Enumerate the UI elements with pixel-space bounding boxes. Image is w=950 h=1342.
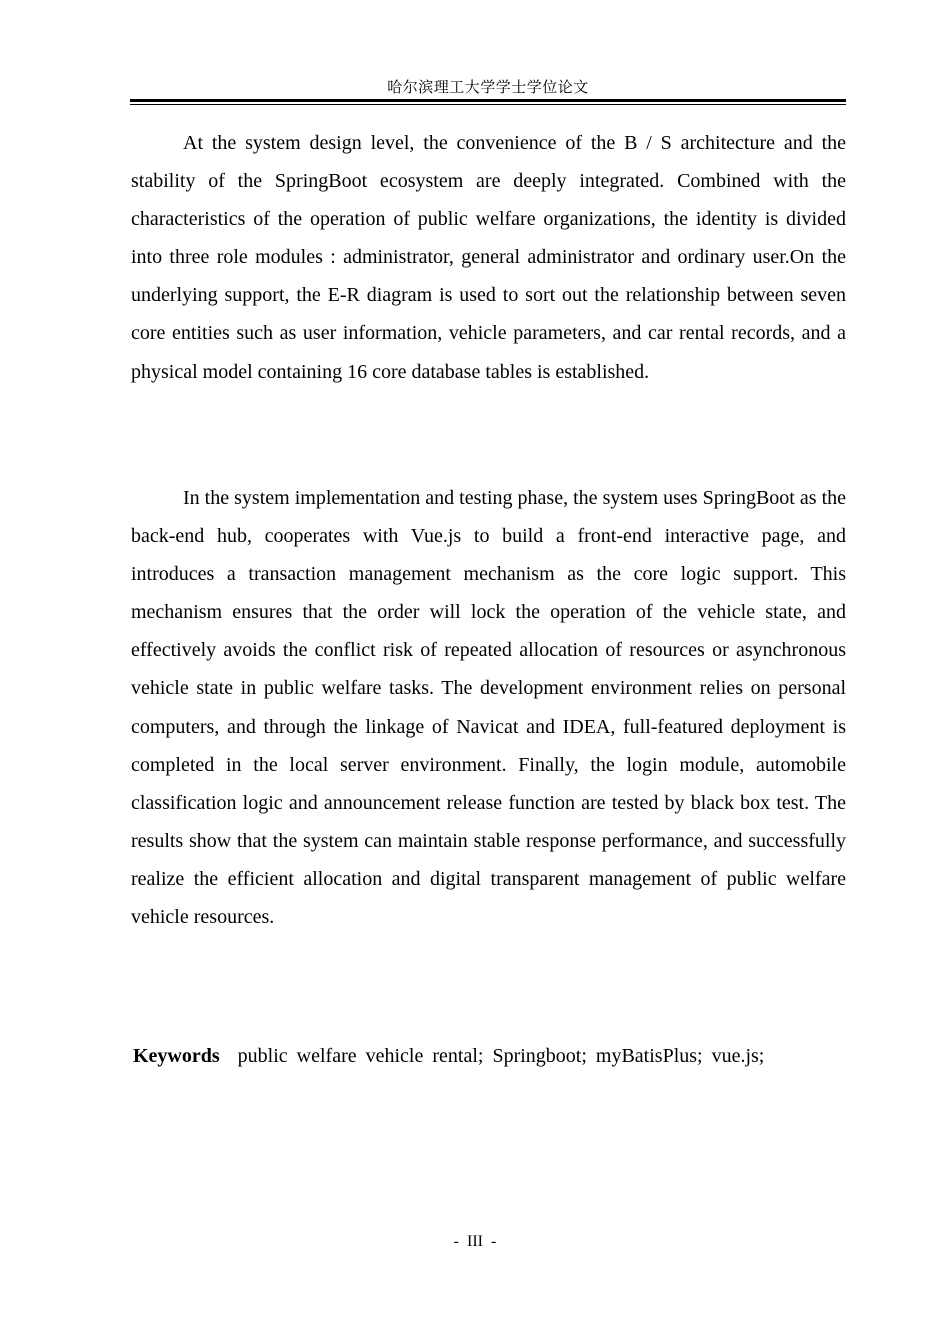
header-rule-thick [130,99,846,102]
keywords-value: public welfare vehicle rental; Springboot; myBatisPlus; vue.js; [237,1045,765,1067]
keywords-line [133,1041,846,1071]
keywords-label: Keywords [133,1045,220,1067]
abstract-paragraph-1: At the system design level, the convenience of the B / S architecture and the stability of the SpringBoot ecosystem are deeply integrated. Combined with the characteristics of the operation of public welfare organizations, the identity is divided into three role modules : administrator, general administrator and ordinary user.On the underlying support, the E-R diagram is used to sort out the relationship between seven core entities such as user information, vehicle parameters, and car rental records, and a physical model containing 16 core database tables is established. [131,132,846,383]
header-rule-thin [130,104,846,105]
abstract-paragraph-2: In the system implementation and testing phase, the system uses SpringBoot as the back-end hub, cooperates with Vue.js to build a front-end interactive page, and introduces a transaction management mechanism as the core logic support. This mechanism ensures that the order will lock the operation of the vehicle state, and effectively avoids the conflict risk of repeated allocation of resources or asynchronous vehicle state in public welfare tasks. The development environment relies on personal computers, and through the linkage of Navicat and IDEA, full-featured deployment is completed in the local server environment. Finally, the login module, automobile classification logic and announcement release function are tested by black box test. The results show that the system can maintain stable response performance, and successfully realize the efficient allocation and digital transparent management of public welfare vehicle resources. [131,487,846,929]
page-number: - III - [453,1233,497,1250]
page-header-title: 哈尔滨理工大学学士学位论文 [387,80,589,96]
